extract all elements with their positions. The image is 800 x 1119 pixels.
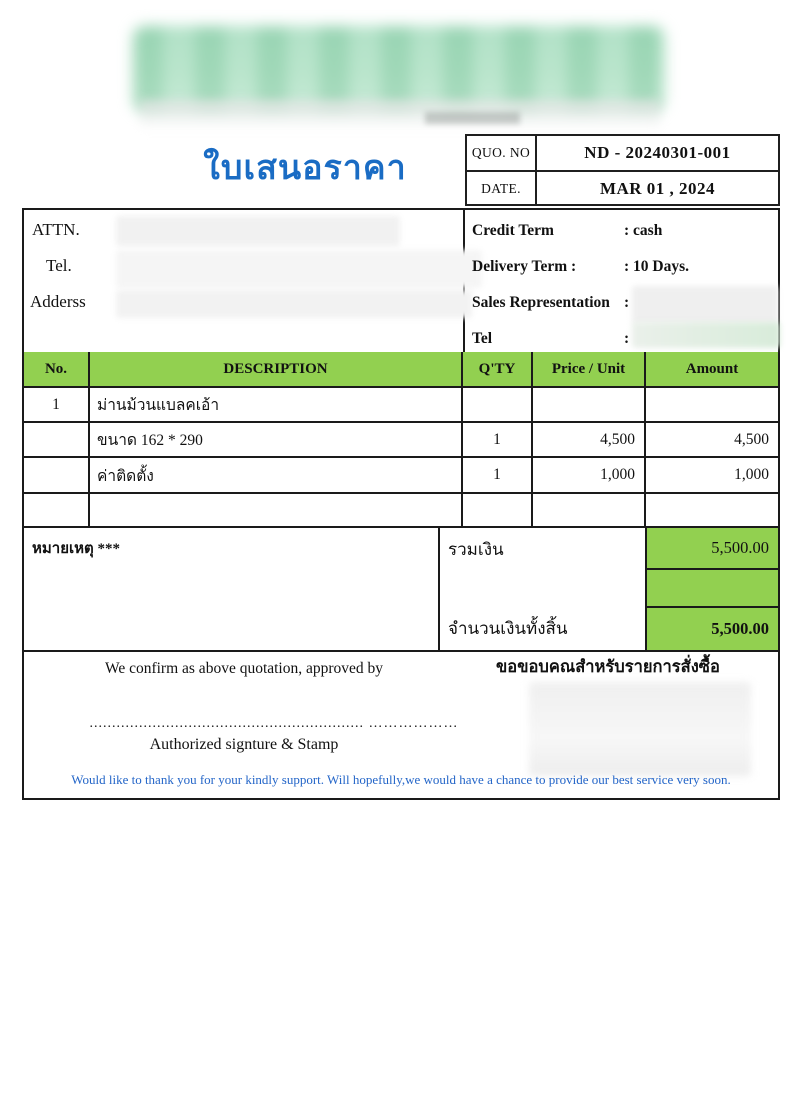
logo-smudge	[425, 112, 520, 124]
stamp-area-blurred	[529, 682, 751, 776]
quo-no-row	[467, 136, 778, 172]
delivery-term-label: Delivery Term :	[472, 258, 577, 275]
subtotal-value: 5,500.00	[647, 528, 778, 568]
closing-message: Would like to thank you for your kindly support. Will hopefully,we would have a chance to provide our best service very soon.	[71, 772, 731, 787]
document-body	[22, 208, 780, 800]
row4-amount	[646, 494, 778, 528]
col-header-qty: Q'TY	[463, 352, 533, 388]
delivery-term-value: : 10 Days.	[624, 258, 690, 275]
col-header-desc: DESCRIPTION	[90, 352, 463, 388]
row3-desc: ค่าติดตั้ง	[90, 458, 463, 494]
date-value: MAR 01 , 2024	[599, 179, 716, 198]
totals-section	[24, 528, 778, 652]
signature-line: ............................................................. ………………	[89, 716, 459, 731]
confirm-text: We confirm as above quotation, approved by	[104, 660, 384, 677]
date-label: DATE.	[467, 172, 537, 206]
footer-section	[24, 652, 778, 798]
row2-no	[24, 423, 90, 458]
page-title: ใบเสนอราคา	[203, 148, 407, 188]
row1-desc: ม่านม้วนแบลคเอ้า	[90, 388, 463, 423]
subtotal-label: รวมเงิน	[448, 540, 504, 559]
row3-amount: 1,000	[646, 458, 778, 494]
grand-total-label: จำนวนเงินทั้งสิ้น	[448, 619, 568, 638]
row4-price	[533, 494, 646, 528]
total-labels-cell	[440, 528, 647, 650]
quo-no-label: QUO. NO	[467, 136, 537, 170]
row4-no	[24, 494, 90, 528]
quotation-number-box	[465, 134, 780, 206]
row3-qty: 1	[463, 458, 533, 494]
rep-tel-value-blurred	[632, 322, 780, 348]
credit-term-label: Credit Term	[472, 222, 554, 239]
note-label: หมายเหตุ ***	[24, 528, 440, 650]
middle-total-cell	[647, 568, 778, 608]
row4-qty	[463, 494, 533, 528]
row2-qty: 1	[463, 423, 533, 458]
col-header-no: No.	[24, 352, 90, 388]
signature-label: Authorized signture & Stamp	[149, 736, 339, 753]
row2-amount: 4,500	[646, 423, 778, 458]
customer-tel-value-blurred	[116, 250, 482, 288]
col-header-price: Price / Unit	[533, 352, 646, 388]
attn-label: ATTN.	[32, 220, 80, 239]
credit-term-value: : cash	[624, 222, 663, 239]
row3-price: 1,000	[533, 458, 646, 494]
items-table	[24, 352, 778, 528]
col-header-amount: Amount	[646, 352, 778, 388]
date-row	[467, 172, 778, 206]
logo-subtext-blurred	[140, 100, 660, 128]
row4-desc	[90, 494, 463, 528]
customer-tel-label: Tel.	[46, 256, 72, 275]
sales-rep-value-blurred	[632, 286, 778, 324]
quo-no-value: ND - 20240301-001	[584, 143, 731, 162]
row3-no	[24, 458, 90, 494]
address-label: Adderss	[30, 292, 86, 311]
grand-total-value: 5,500.00	[647, 608, 778, 650]
row1-price	[533, 388, 646, 423]
total-amount-cells	[647, 528, 778, 650]
rep-tel-colon: :	[624, 330, 630, 347]
row1-no: 1	[24, 388, 90, 423]
row1-qty	[463, 388, 533, 423]
row2-price: 4,500	[533, 423, 646, 458]
row2-desc: ขนาด 162 * 290	[90, 423, 463, 458]
sales-rep-label: Sales Representation	[472, 294, 610, 311]
row1-amount	[646, 388, 778, 423]
rep-tel-label: Tel	[472, 330, 493, 347]
attn-value-blurred	[116, 216, 400, 246]
sales-rep-colon: :	[624, 294, 630, 311]
address-value-blurred	[116, 290, 472, 318]
thai-thanks-text: ขอขอบคณสำหรับรายการสั่งซื้อ	[496, 657, 720, 676]
